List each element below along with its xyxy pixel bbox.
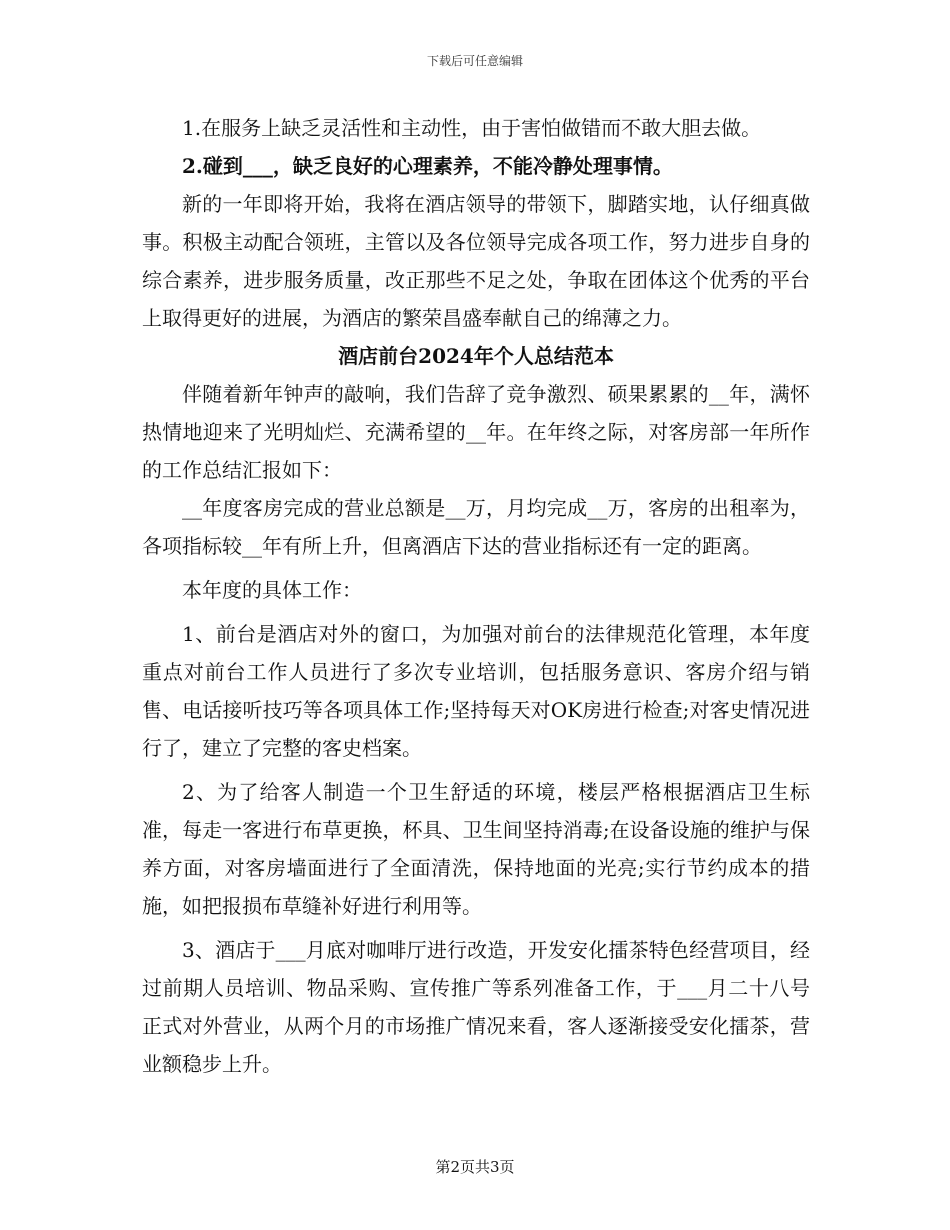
paragraph-intro: 伴随着新年钟声的敲响，我们告辞了竞争激烈、硕果累累的__年，满怀热情地迎来了光明灿烂、充满希望的__年。在年终之际，对客房部一年所作的工作总结汇报如下： (142, 382, 810, 482)
paragraph-shortcoming-1: 1.在服务上缺乏灵活性和主动性，由于害怕做错而不敢大胆去做。 (182, 116, 762, 140)
paragraph-new-year-plan: 新的一年即将开始，我将在酒店领导的带领下，脚踏实地，认仔细真做事。积极主动配合领班，主管以及各位领导完成各项工作，努力进步自身的综合素养，进步服务质量，改正那些不足之处，争取在团体这个优秀的平台上取得更好的进展，为酒店的繁荣昌盛奉献自己的绵薄之力。 (142, 192, 810, 330)
paragraph-work-1: 1、前台是酒店对外的窗口，为加强对前台的法律规范化管理，本年度重点对前台工作人员进行了多次专业培训，包括服务意识、客房介绍与销售、电话接听技巧等各项具体工作;坚持每天对OK房进行检查;对客史情况进行了，建立了完整的客史档案。 (142, 622, 810, 760)
page-header: 下载后可任意编辑 (426, 54, 523, 68)
section-title: 酒店前台2024年个人总结范本 (338, 344, 614, 368)
paragraph-shortcoming-2: 2.碰到___，缺乏良好的心理素养，不能冷静处理事情。 (182, 154, 673, 178)
paragraph-revenue: __年度客房完成的营业总额是__万，月均完成__万，客房的出租率为，各项指标较__年有所上升，但离酒店下达的营业指标还有一定的距离。 (142, 496, 810, 558)
paragraph-work-heading: 本年度的具体工作： (182, 578, 362, 602)
page-number: 第2页共3页 (435, 1158, 515, 1176)
paragraph-work-2: 2、为了给客人制造一个卫生舒适的环境，楼层严格根据酒店卫生标准，每走一客进行布草更换，杯具、卫生间坚持消毒;在设备设施的维护与保养方面，对客房墙面进行了全面清洗，保持地面的光亮;实行节约成本的措施，如把报损布草缝补好进行利用等。 (142, 780, 810, 918)
paragraph-work-3: 3、酒店于___月底对咖啡厅进行改造，开发安化擂茶特色经营项目，经过前期人员培训、物品采购、宣传推广等系列准备工作，于___月二十八号正式对外营业，从两个月的市场推广情况来看，客人逐渐接受安化擂茶，营业额稳步上升。 (142, 938, 810, 1076)
document-body (142, 109, 810, 1083)
